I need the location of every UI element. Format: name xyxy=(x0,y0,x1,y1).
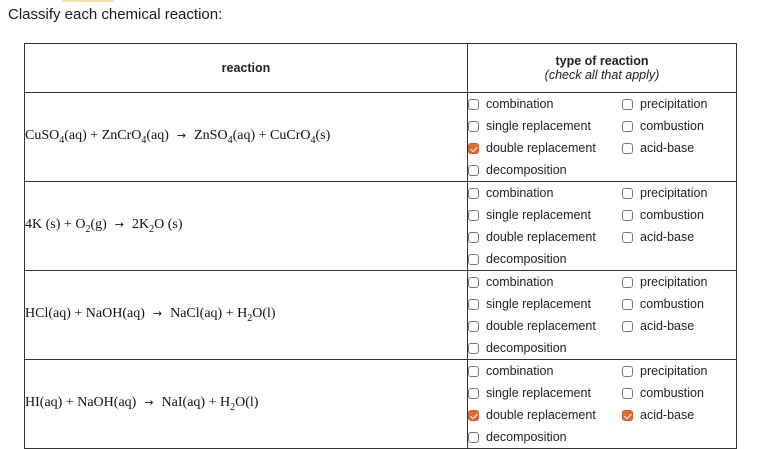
reaction-equation xyxy=(25,360,468,449)
formula-subscript: 2 xyxy=(149,223,155,235)
option-double-replacement[interactable] xyxy=(468,137,622,159)
option-label: combustion xyxy=(640,297,704,311)
formula-base: CuCrO xyxy=(270,128,311,144)
option-label: precipitation xyxy=(640,186,708,200)
plus-sign: + xyxy=(62,395,78,411)
reaction-row xyxy=(25,182,737,271)
option-combination[interactable] xyxy=(468,93,622,115)
product-term xyxy=(237,306,276,324)
checkbox-icon[interactable] xyxy=(622,366,633,377)
option-combination[interactable] xyxy=(468,271,622,293)
option-combination[interactable] xyxy=(468,182,622,204)
formula-state: (s) xyxy=(42,217,61,233)
plus-sign: + xyxy=(205,395,220,411)
checkbox-icon[interactable] xyxy=(468,188,479,199)
plus-sign: + xyxy=(255,128,271,144)
option-label: single replacement xyxy=(486,386,591,400)
option-acid-base[interactable] xyxy=(622,404,732,426)
classification-table xyxy=(24,43,737,449)
option-label: acid-base xyxy=(640,319,695,333)
option-label: double replacement xyxy=(486,230,596,244)
option-decomposition[interactable] xyxy=(468,159,622,181)
checkbox-icon[interactable] xyxy=(622,99,633,110)
option-label: single replacement xyxy=(486,297,591,311)
checkbox-icon[interactable] xyxy=(622,388,633,399)
reaction-equation xyxy=(25,93,468,182)
formula-state: O(l) xyxy=(235,395,259,411)
option-label: decomposition xyxy=(486,341,567,355)
checkbox-icon[interactable] xyxy=(468,299,479,310)
options-grid xyxy=(468,93,736,181)
checkbox-icon[interactable] xyxy=(622,277,633,288)
option-decomposition[interactable] xyxy=(468,337,622,359)
option-label: combustion xyxy=(640,208,704,222)
option-double-replacement[interactable] xyxy=(468,404,622,426)
reaction-type-options xyxy=(468,182,737,271)
option-acid-base[interactable] xyxy=(622,315,732,337)
reactant-term xyxy=(25,395,62,410)
option-label: precipitation xyxy=(640,364,708,378)
formula-base: CuSO xyxy=(25,128,60,144)
question-prompt: Classify each chemical reaction: xyxy=(8,6,223,23)
option-single-replacement[interactable] xyxy=(468,115,622,137)
options-grid xyxy=(468,360,736,448)
option-double-replacement[interactable] xyxy=(468,226,622,248)
reaction-arrow-icon: → xyxy=(152,307,163,321)
checkbox-icon[interactable] xyxy=(468,388,479,399)
formula-base: NaI xyxy=(161,395,183,411)
option-label: combustion xyxy=(640,386,704,400)
option-acid-base[interactable] xyxy=(622,137,732,159)
reactant-term xyxy=(86,306,145,321)
formula-state: (aq) xyxy=(199,306,223,322)
option-label: combination xyxy=(486,186,554,200)
option-label: combustion xyxy=(640,119,704,133)
formula-base: NaOH xyxy=(77,395,114,411)
formula-base: H xyxy=(237,306,248,322)
checkbox-icon[interactable] xyxy=(622,188,633,199)
formula-state: (aq) xyxy=(48,306,71,322)
reaction-equation xyxy=(25,271,468,360)
option-combustion[interactable] xyxy=(622,204,732,226)
reaction-type-options xyxy=(468,271,737,360)
checkbox-icon[interactable] xyxy=(622,143,633,154)
formula-subscript: 4 xyxy=(310,134,316,146)
reaction-arrow-icon: → xyxy=(144,396,154,410)
checkbox-icon[interactable] xyxy=(468,99,479,110)
reaction-equation xyxy=(25,182,468,271)
product-term xyxy=(220,395,259,413)
option-combination[interactable] xyxy=(468,360,622,382)
option-label: single replacement xyxy=(486,119,591,133)
formula-base: HCl xyxy=(25,306,49,322)
formula-state: (aq) xyxy=(122,306,145,322)
type-header-subtitle: (check all that apply) xyxy=(544,68,660,82)
reactant-term xyxy=(101,128,169,146)
plus-sign: + xyxy=(222,306,238,322)
option-precipitation[interactable] xyxy=(622,93,732,115)
product-term xyxy=(131,217,183,235)
formula-state: (aq) xyxy=(232,128,256,144)
formula-base: HI xyxy=(25,395,40,411)
formula-state: (g) xyxy=(90,217,107,233)
reaction-column-header: reaction xyxy=(25,44,468,93)
checkbox-icon[interactable] xyxy=(622,121,633,132)
checkbox-icon[interactable] xyxy=(468,143,479,154)
formula-base: H xyxy=(220,395,231,411)
checkbox-icon[interactable] xyxy=(622,321,633,332)
checkbox-icon[interactable] xyxy=(468,343,479,354)
formula-state: (aq) xyxy=(146,128,169,144)
formula-base: 4K xyxy=(25,217,43,233)
option-single-replacement[interactable] xyxy=(468,293,622,315)
type-header-title: type of reaction xyxy=(555,54,649,68)
option-label: decomposition xyxy=(486,252,567,266)
reaction-type-options xyxy=(468,360,737,449)
option-combustion[interactable] xyxy=(622,115,732,137)
option-label: combination xyxy=(486,364,554,378)
option-acid-base[interactable] xyxy=(622,226,732,248)
formula-base: ZnCrO xyxy=(101,128,142,144)
reactant-term xyxy=(77,395,136,410)
option-label: combination xyxy=(486,97,554,111)
checkbox-icon[interactable] xyxy=(622,410,633,421)
checkbox-icon[interactable] xyxy=(622,210,633,221)
formula-state: (aq) xyxy=(64,128,87,144)
formula-base: O xyxy=(75,217,86,233)
checkbox-icon[interactable] xyxy=(468,410,479,421)
type-column-header xyxy=(468,44,737,93)
option-label: double replacement xyxy=(486,408,596,422)
option-label: single replacement xyxy=(486,208,591,222)
checkbox-icon[interactable] xyxy=(468,165,479,176)
option-label: acid-base xyxy=(640,408,695,422)
option-decomposition[interactable] xyxy=(468,426,622,448)
option-label: precipitation xyxy=(640,275,708,289)
formula-state: O(l) xyxy=(252,306,276,322)
checkbox-icon[interactable] xyxy=(468,277,479,288)
formula-subscript: 4 xyxy=(59,134,65,146)
reactant-term xyxy=(25,128,87,146)
option-label: decomposition xyxy=(486,163,567,177)
formula-subscript: 4 xyxy=(141,134,147,146)
checkbox-icon[interactable] xyxy=(468,121,479,132)
checkbox-icon[interactable] xyxy=(468,321,479,332)
checkbox-icon[interactable] xyxy=(622,299,633,310)
reaction-type-options xyxy=(468,93,737,182)
product-term xyxy=(270,128,331,146)
top-accent-bar xyxy=(62,0,114,2)
reaction-row xyxy=(25,271,737,360)
formula-state: (aq) xyxy=(182,395,206,411)
option-single-replacement[interactable] xyxy=(468,204,622,226)
option-label: decomposition xyxy=(486,430,567,444)
checkbox-icon[interactable] xyxy=(468,366,479,377)
option-precipitation[interactable] xyxy=(622,360,732,382)
checkbox-icon[interactable] xyxy=(468,232,479,243)
formula-base: ZnSO xyxy=(194,128,228,144)
formula-base: NaCl xyxy=(170,306,200,322)
option-double-replacement[interactable] xyxy=(468,315,622,337)
checkbox-icon[interactable] xyxy=(468,254,479,265)
plus-sign: + xyxy=(70,306,86,322)
formula-state: O (s) xyxy=(154,217,183,233)
plus-sign: + xyxy=(86,128,102,144)
reaction-row xyxy=(25,93,737,182)
checkbox-icon[interactable] xyxy=(468,432,479,443)
product-term xyxy=(162,395,206,410)
option-single-replacement[interactable] xyxy=(468,382,622,404)
reaction-arrow-icon: → xyxy=(176,129,187,143)
formula-base: NaOH xyxy=(85,306,123,322)
reactant-term xyxy=(25,306,71,321)
plus-sign: + xyxy=(60,217,76,233)
formula-state: (aq) xyxy=(113,395,137,411)
formula-base: 2K xyxy=(131,217,150,233)
reaction-row xyxy=(25,360,737,449)
option-label: double replacement xyxy=(486,141,596,155)
option-precipitation[interactable] xyxy=(622,182,732,204)
reactant-term xyxy=(25,217,60,232)
option-label: double replacement xyxy=(486,319,596,333)
checkbox-icon[interactable] xyxy=(468,210,479,221)
product-term xyxy=(194,128,256,146)
option-decomposition[interactable] xyxy=(468,248,622,270)
option-label: precipitation xyxy=(640,97,708,111)
reaction-arrow-icon: → xyxy=(114,218,124,232)
options-grid xyxy=(468,271,736,359)
options-grid xyxy=(468,182,736,270)
formula-subscript: 2 xyxy=(247,312,253,324)
reactant-term xyxy=(75,217,107,235)
option-label: acid-base xyxy=(640,141,695,155)
option-precipitation[interactable] xyxy=(622,271,732,293)
option-label: combination xyxy=(486,275,554,289)
formula-subscript: 2 xyxy=(230,401,236,413)
option-combustion[interactable] xyxy=(622,382,732,404)
formula-subscript: 2 xyxy=(85,223,91,235)
formula-state: (s) xyxy=(315,128,331,144)
option-label: acid-base xyxy=(640,230,695,244)
formula-state: (aq) xyxy=(39,395,63,411)
formula-subscript: 4 xyxy=(227,134,233,146)
option-combustion[interactable] xyxy=(622,293,732,315)
checkbox-icon[interactable] xyxy=(622,232,633,243)
product-term xyxy=(170,306,222,321)
